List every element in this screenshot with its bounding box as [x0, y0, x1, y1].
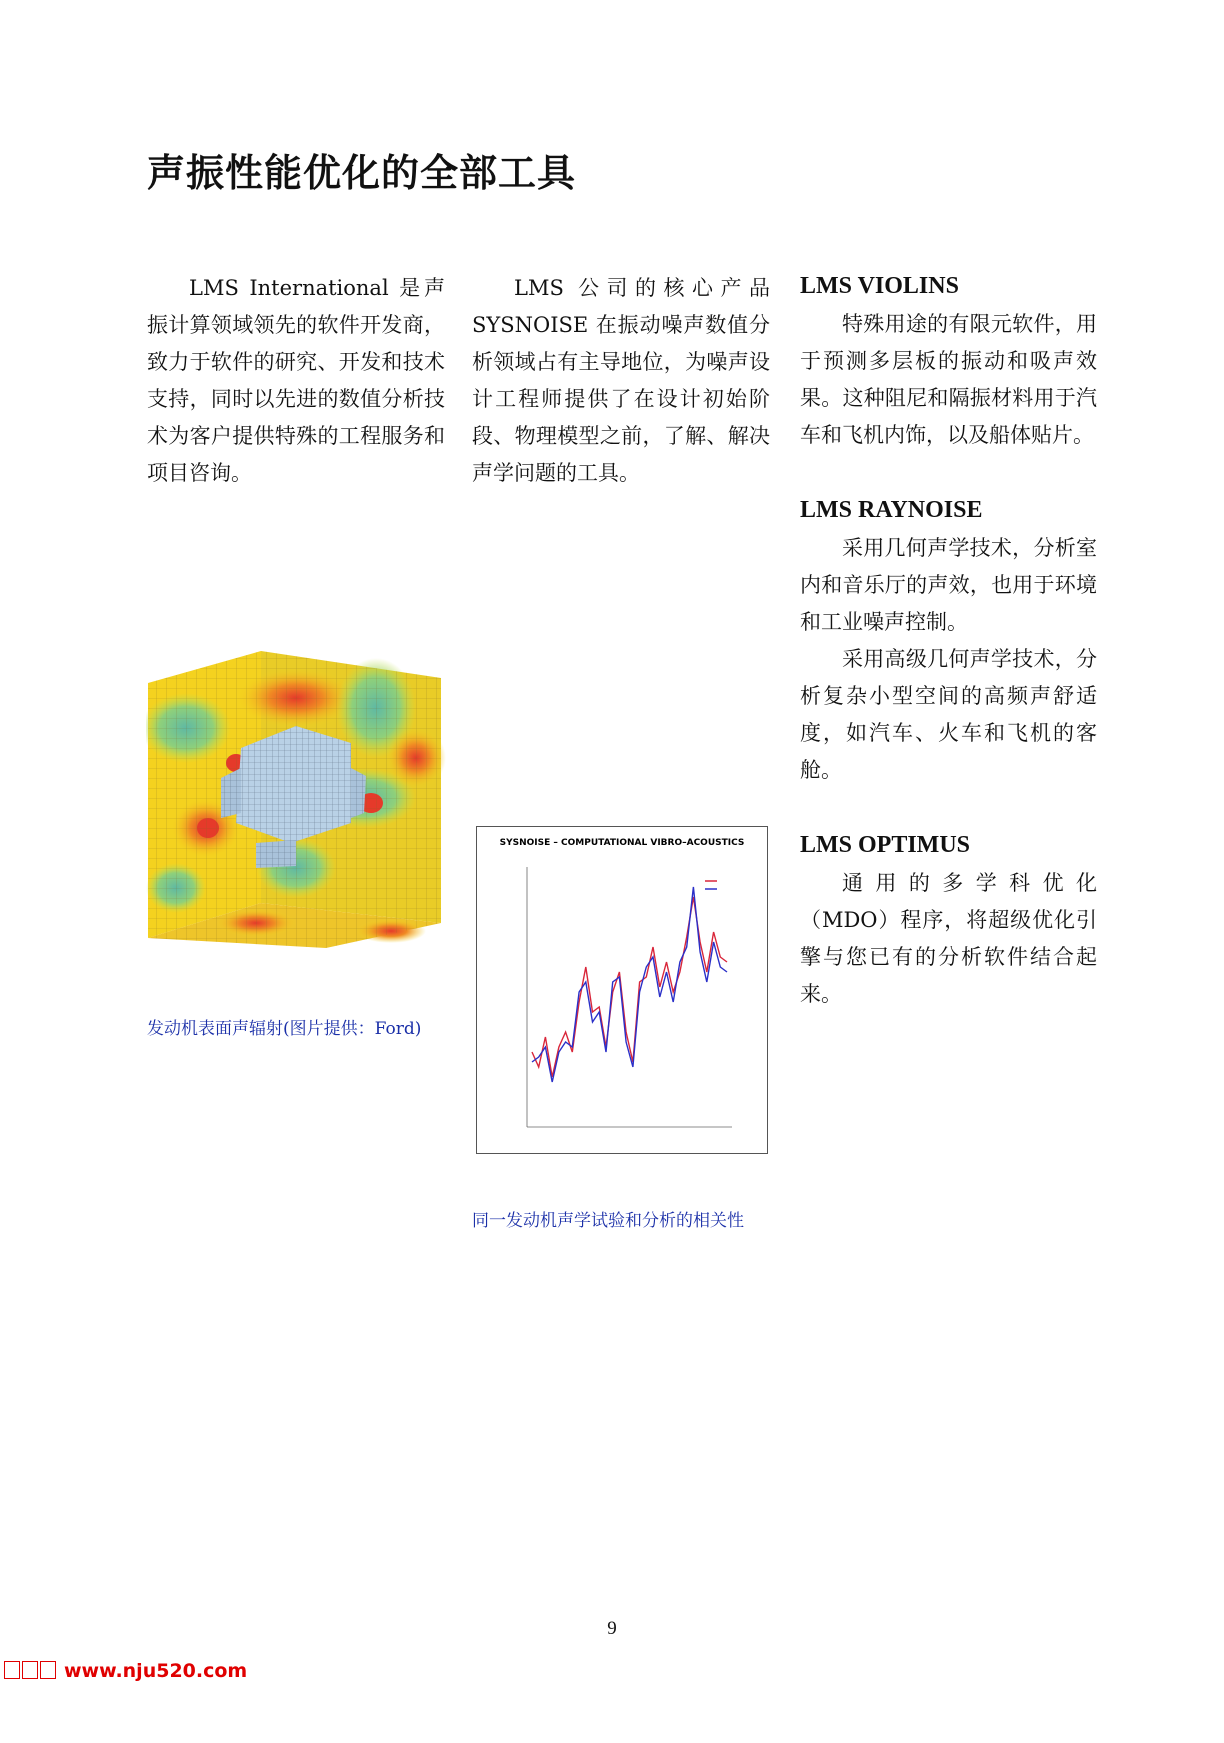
engine-mesh-image: [146, 648, 446, 948]
correlation-chart-figure: [476, 826, 768, 1154]
section-raynoise: [800, 492, 1097, 789]
intro-paragraph-2: LMS 公司的核心产品SYSNOISE 在振动噪声数值分析领域占有主导地位，为噪声设计工程师提供了在设计初始阶段、物理模型之前，了解、解决声学问题的工具。: [472, 276, 770, 485]
placeholder-glyph-icon: [40, 1661, 56, 1679]
engine-figure-caption: 发动机表面声辐射(图片提供：Ford): [147, 1019, 422, 1039]
section-body-raynoise-2: 采用高级几何声学技术，分析复杂小型空间的高频声舒适度，如汽车、火车和飞机的客舱。: [800, 647, 1097, 782]
intro-paragraph-1: LMS International 是声振计算领域领先的软件开发商，致力于软件的研究、开发和技术支持，同时以先进的数值分析技术为客户提供特殊的工程服务和项目咨询。: [147, 276, 445, 485]
page-title: 声振性能优化的全部工具: [147, 151, 577, 195]
chart-series-group: [532, 887, 727, 1082]
correlation-chart: [477, 827, 767, 1153]
section-body-optimus: 通用的多学科优化（MDO）程序，将超级优化引擎与您已有的分析软件结合起来。: [800, 871, 1097, 1006]
section-heading-violins: LMS VIOLINS: [800, 273, 959, 299]
section-optimus: [800, 827, 1097, 1013]
section-violins: [800, 268, 1097, 454]
intro-column-2: [472, 270, 770, 492]
placeholder-glyph-icon: [22, 1661, 38, 1679]
section-body-violins: 特殊用途的有限元软件，用于预测多层板的振动和吸声效果。这种阻尼和隔振材料用于汽车和飞机内饰，以及船体贴片。: [800, 312, 1097, 447]
section-heading-raynoise: LMS RAYNOISE: [800, 497, 983, 523]
chart-title: SYSNOISE – COMPUTATIONAL VIBRO–ACOUSTICS: [499, 838, 745, 848]
engine-radiation-figure: [146, 648, 446, 948]
section-heading-optimus: LMS OPTIMUS: [800, 832, 971, 858]
chart-legend: [705, 881, 717, 889]
product-column: [800, 268, 1097, 1051]
intro-column-1: [147, 270, 445, 492]
watermark-url: www.nju520.com: [64, 1660, 248, 1682]
site-watermark: [4, 1660, 247, 1682]
correlation-figure-caption: 同一发动机声学试验和分析的相关性: [472, 1211, 744, 1231]
series-line-2: [532, 887, 727, 1082]
page-number: 9: [607, 1618, 617, 1639]
section-body-raynoise-1: 采用几何声学技术，分析室内和音乐厅的声效，也用于环境和工业噪声控制。: [800, 536, 1097, 634]
placeholder-glyph-icon: [4, 1661, 20, 1679]
